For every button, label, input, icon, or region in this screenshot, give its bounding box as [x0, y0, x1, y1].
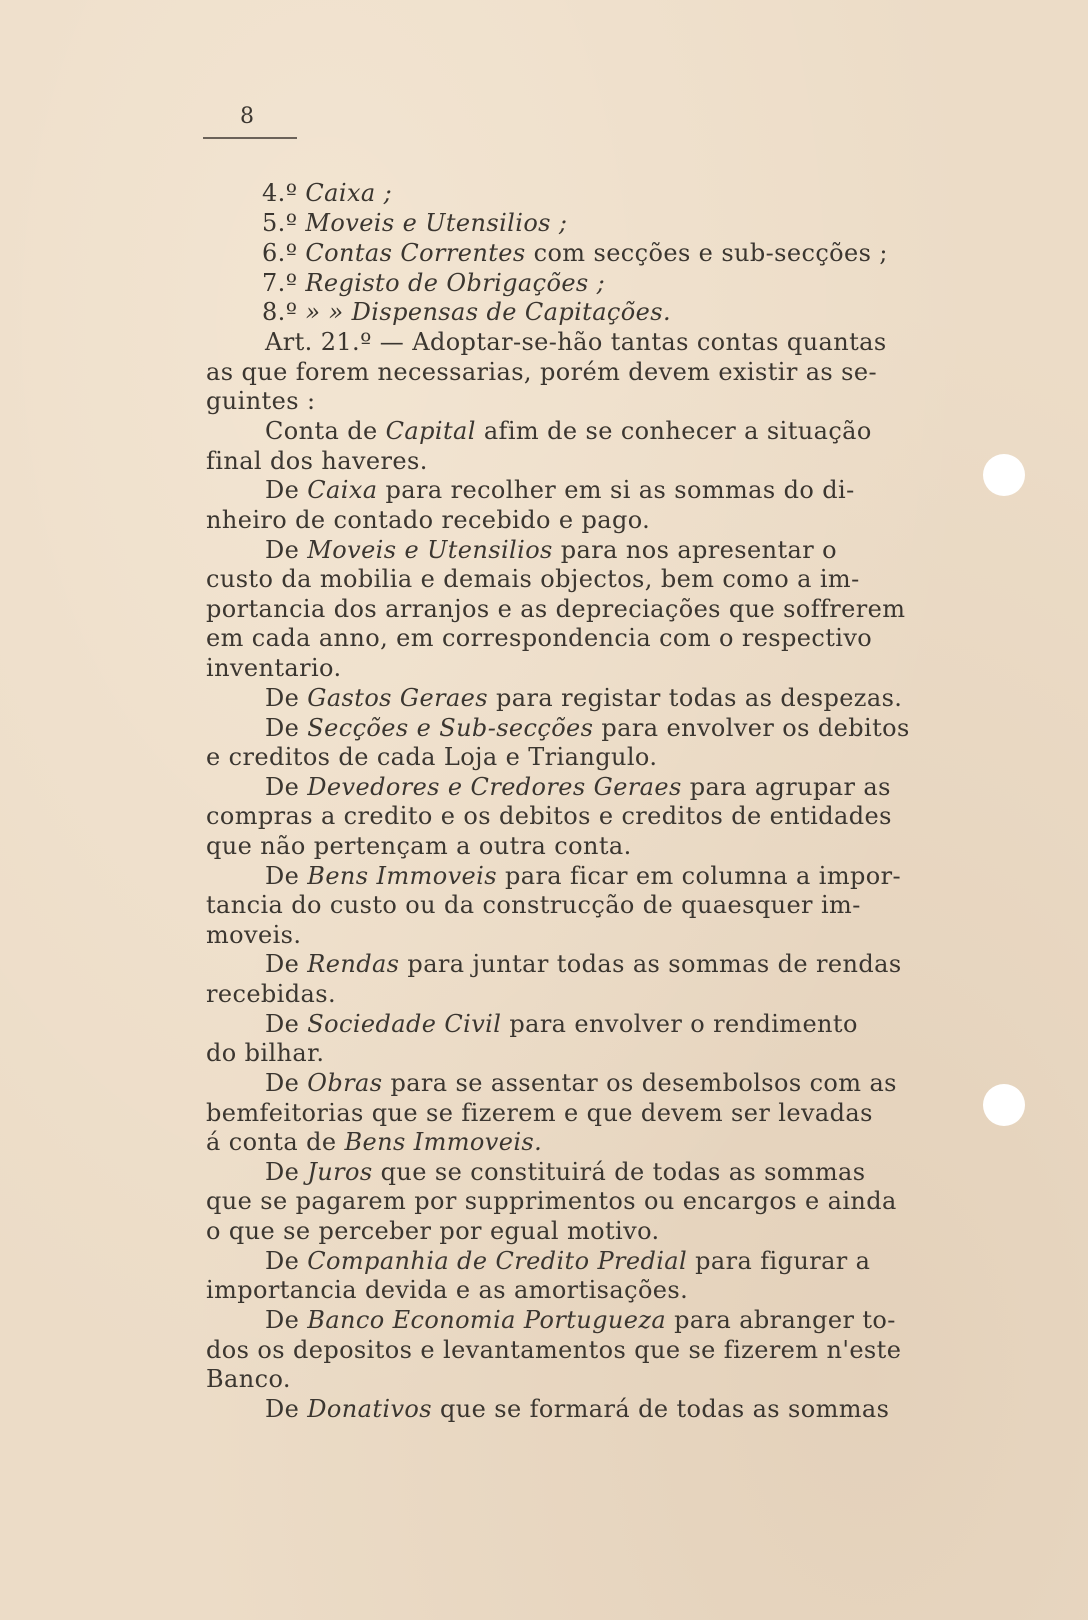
account-entry-line: De Gastos Geraes para registar todas as despezas. [265, 684, 903, 712]
text-line: dos os depositos e levantamentos que se fizerem n'este [206, 1336, 902, 1364]
account-name: Rendas [307, 950, 400, 978]
account-entry-line: Conta de Capital afim de se conhecer a situação [265, 417, 872, 445]
account-name: Banco Economia Portugueza [307, 1306, 667, 1334]
account-name: Capital [385, 417, 476, 445]
text-line: Banco. [206, 1365, 291, 1393]
account-name: Obras [307, 1069, 383, 1097]
account-name: Bens Immoveis [307, 862, 497, 890]
account-name: Companhia de Credito Predial [307, 1247, 688, 1275]
account-name: Moveis e Utensilios [307, 536, 553, 564]
list-item [262, 299, 671, 325]
list-item [262, 270, 605, 296]
text-line: do bilhar. [206, 1039, 325, 1067]
account-name: Secções e Sub-secções [307, 714, 594, 742]
account-entry-line: De Moveis e Utensilios para nos apresentar o [265, 536, 837, 564]
list-item [262, 210, 567, 236]
page-number-rule [203, 137, 297, 139]
account-name: Donativos [307, 1395, 432, 1423]
list-item-title: Registo de Obrigações ; [305, 269, 606, 297]
account-entry-line: De Banco Economia Portugueza para abranger to- [265, 1306, 896, 1334]
account-entry-line: De Sociedade Civil para envolver o rendimento [265, 1010, 858, 1038]
list-item [262, 180, 392, 206]
account-name: Gastos Geraes [307, 684, 488, 712]
punch-hole [983, 454, 1025, 496]
account-entry-line: De Rendas para juntar todas as sommas de rendas [265, 950, 902, 978]
text-line: final dos haveres. [206, 447, 428, 475]
account-name: Sociedade Civil [307, 1010, 502, 1038]
account-entry-line: De Secções e Sub-secções para envolver os debitos [265, 714, 910, 742]
account-entry-line: De Obras para se assentar os desembolsos com as [265, 1069, 897, 1097]
text-line: guintes : [206, 387, 316, 415]
list-item [262, 240, 888, 266]
page-number: 8 [240, 104, 254, 129]
text-line: em cada anno, em correspondencia com o respectivo [206, 624, 873, 652]
list-item-rest: com secções e sub-secções ; [525, 239, 888, 267]
text-line: portancia dos arranjos e as depreciações que soffrerem [206, 595, 906, 623]
text-line: tancia do custo ou da construcção de quaesquer im- [206, 891, 861, 919]
account-entry-line: De Bens Immoveis para ficar em columna a impor- [265, 862, 901, 890]
text-line: recebidas. [206, 980, 336, 1008]
text-line: moveis. [206, 921, 302, 949]
text-line: nheiro de contado recebido e pago. [206, 506, 651, 534]
text-line: inventario. [206, 654, 342, 682]
account-entry-line: De Caixa para recolher em si as sommas do di- [265, 476, 855, 504]
list-item-number: 5.º [262, 209, 298, 237]
list-item-number: 8.º [262, 298, 298, 326]
list-item-title: Moveis e Utensilios ; [305, 209, 568, 237]
list-item-title: » » Dispensas de Capitações. [305, 298, 671, 326]
account-name: Devedores e Credores Geraes [307, 773, 682, 801]
list-item-number: 6.º [262, 239, 298, 267]
account-entry-line: De Juros que se constituirá de todas as sommas [265, 1158, 866, 1186]
account-entry-line: De Donativos que se formará de todas as sommas [265, 1395, 890, 1423]
article-heading-line: Art. 21.º — Adoptar-se-hão tantas contas quantas [265, 328, 887, 356]
text-line: compras a credito e os debitos e creditos de entidades [206, 802, 892, 830]
list-item-number: 7.º [262, 269, 298, 297]
text-line: as que forem necessarias, porém devem existir as se- [206, 358, 878, 386]
account-name: Caixa [307, 476, 378, 504]
list-item-title: Caixa ; [305, 179, 393, 207]
text-line: o que se perceber por egual motivo. [206, 1217, 660, 1245]
account-name: Juros [307, 1158, 373, 1186]
punch-hole [983, 1084, 1025, 1126]
text-line: que se pagarem por supprimentos ou encargos e ainda [206, 1187, 897, 1215]
text-line: custo da mobilia e demais objectos, bem como a im- [206, 565, 860, 593]
account-name: Bens Immoveis. [344, 1128, 543, 1156]
account-entry-line: De Companhia de Credito Predial para figurar a [265, 1247, 871, 1275]
list-item-title: Contas Correntes [305, 239, 526, 267]
text-line: importancia devida e as amortisações. [206, 1276, 689, 1304]
text-line: e creditos de cada Loja e Triangulo. [206, 743, 658, 771]
text-line: bemfeitorias que se fizerem e que devem ser levadas [206, 1099, 873, 1127]
text-line: á conta de Bens Immoveis. [206, 1128, 543, 1156]
list-item-number: 4.º [262, 179, 298, 207]
text-line: que não pertençam a outra conta. [206, 832, 632, 860]
account-entry-line: De Devedores e Credores Geraes para agrupar as [265, 773, 891, 801]
